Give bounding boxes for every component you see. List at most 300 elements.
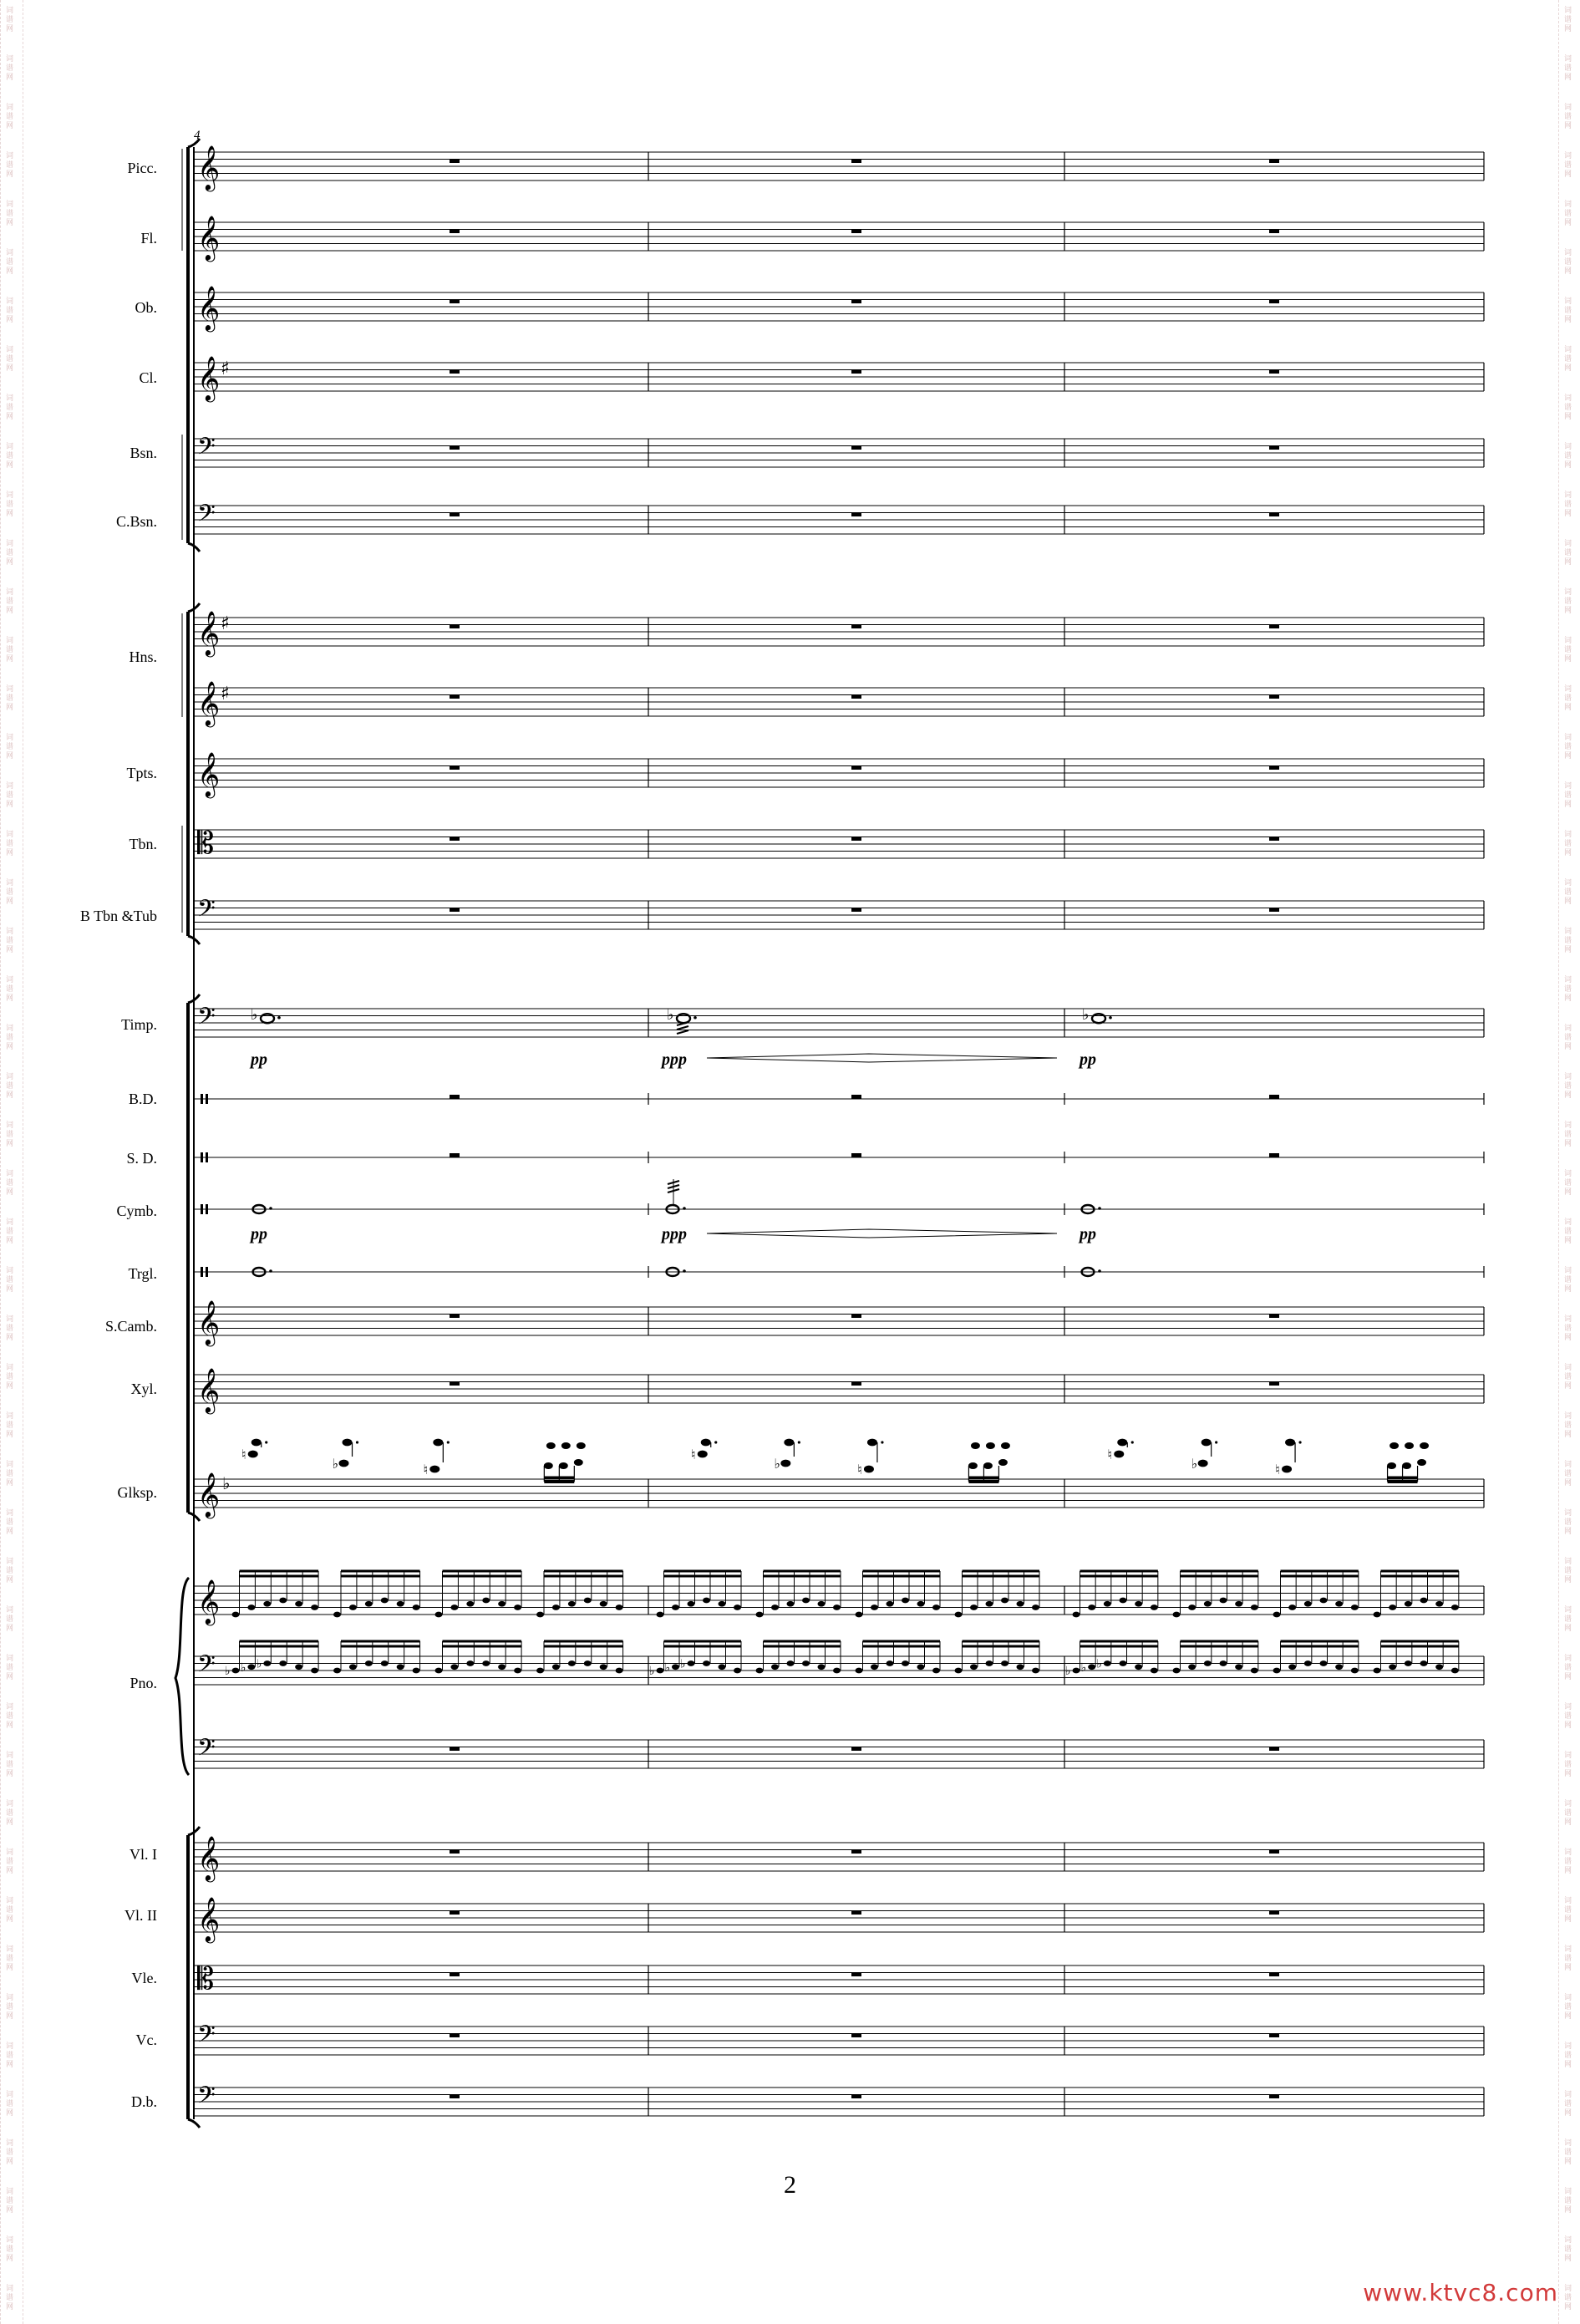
percussion-clef-icon [206, 1094, 208, 1104]
note-head [381, 1598, 389, 1604]
note-head [333, 1612, 341, 1618]
watermark-glyph: 词 谱 网 [6, 7, 14, 33]
instrument-label: Cymb. [116, 1203, 157, 1219]
instrument-label: Vl. II [124, 1907, 157, 1924]
watermark-glyph: 词 谱 网 [6, 104, 14, 130]
watermark-glyph: 词 谱 网 [6, 1121, 14, 1148]
dot [1215, 1441, 1217, 1443]
note-head [856, 1668, 863, 1674]
percussion-clef-icon [206, 1204, 208, 1214]
watermark-glyph: 词 谱 网 [1564, 2091, 1572, 2118]
watermark-glyph: 词 谱 网 [6, 637, 14, 664]
note-head [1088, 1604, 1095, 1610]
watermark-glyph: 词 谱 网 [6, 2139, 14, 2166]
whole-rest-icon [1269, 160, 1279, 164]
staff [194, 355, 1484, 402]
bass-clef-icon: 𝄢 [197, 1734, 216, 1767]
watermark-glyph: 词 谱 网 [6, 346, 14, 373]
percussion-clef-icon [206, 1267, 208, 1277]
whole-rest-icon [851, 695, 861, 699]
watermark-glyph: 词 谱 网 [1564, 1994, 1572, 2021]
note-head [311, 1668, 318, 1674]
watermark-glyph: 词 谱 网 [1564, 976, 1572, 1003]
whole-rest-icon [450, 300, 460, 304]
alto-clef-icon: 𝄡 [197, 1962, 215, 1996]
staff [194, 895, 1484, 929]
note-head [600, 1664, 607, 1670]
note-head [1351, 1604, 1359, 1610]
watermark-glyph: 词 谱 网 [6, 2285, 14, 2311]
watermark-glyph: 词 谱 网 [1564, 2139, 1572, 2166]
note-head [600, 1601, 607, 1607]
note-head [756, 1668, 764, 1674]
watermark-glyph: 词 谱 网 [6, 1752, 14, 1778]
treble-clef-icon: 𝄞 [197, 1299, 221, 1345]
note-head [657, 1612, 664, 1618]
watermark-glyph: 词 谱 网 [1564, 394, 1572, 421]
watermark-glyph: 词 谱 网 [6, 443, 14, 470]
note-head [703, 1660, 710, 1666]
note-head [413, 1604, 420, 1610]
whole-rest-icon [1269, 695, 1279, 699]
note-head [902, 1660, 909, 1666]
dot [447, 1441, 450, 1443]
note-head [1188, 1664, 1196, 1670]
flat-icon: ♭ [649, 1665, 655, 1678]
percussion-clef-icon [201, 1204, 203, 1214]
note-head [1135, 1601, 1142, 1607]
note-head [818, 1601, 826, 1607]
note-head [1335, 1601, 1343, 1607]
note-head [263, 1601, 271, 1607]
note-head [917, 1601, 925, 1607]
treble-clef-icon: 𝄞 [197, 285, 221, 330]
note-head [1032, 1668, 1039, 1674]
dot [798, 1441, 800, 1443]
note-head [279, 1660, 287, 1666]
note-head [466, 1660, 474, 1666]
note-head [247, 1604, 255, 1610]
note-head [574, 1459, 583, 1466]
whole-rest-icon [1269, 2095, 1279, 2099]
watermark-glyph: 词 谱 网 [6, 1509, 14, 1536]
whole-rest-icon [851, 160, 861, 164]
bass-clef-icon: 𝄢 [197, 2021, 216, 2054]
flat-icon: ♭ [667, 1006, 674, 1024]
whole-rest-icon [1269, 2034, 1279, 2038]
note-head [279, 1598, 287, 1604]
whole-rest-icon [1269, 1747, 1279, 1752]
treble-clef-icon: 𝄞 [197, 1472, 221, 1517]
hairpin [707, 1229, 1057, 1233]
sharp-icon: ♯ [221, 684, 230, 704]
instrument-label: Hns. [129, 648, 157, 665]
whole-rest-icon [851, 1382, 861, 1386]
instrument-label: Pno. [130, 1675, 157, 1691]
note-head [1235, 1601, 1242, 1607]
note-head [971, 1442, 980, 1449]
note-head [780, 1460, 790, 1467]
whole-rest-icon [450, 1315, 460, 1319]
whole-rest-icon [1269, 513, 1279, 517]
treble-clef-icon: 𝄞 [197, 1579, 221, 1624]
watermark-glyph: 词 谱 网 [1564, 831, 1572, 857]
natural-icon: ♮ [1275, 1462, 1280, 1477]
whole-rest-icon [851, 625, 861, 629]
flat-icon: ♭ [251, 1006, 258, 1024]
whole-rest-icon [1269, 370, 1279, 374]
note-head [1017, 1664, 1024, 1670]
whole-note [261, 1014, 274, 1023]
watermark-glyph: 词 谱 网 [6, 782, 14, 809]
note-head [584, 1598, 592, 1604]
measure-number: 4 [194, 129, 201, 142]
note-head [1088, 1664, 1095, 1670]
dot [1298, 1441, 1301, 1443]
instrument-label: D.b. [131, 2093, 157, 2110]
note-head [568, 1601, 576, 1607]
flat-icon: ♭ [680, 1657, 686, 1671]
watermark-glyph: 词 谱 网 [6, 2236, 14, 2263]
instrument-label: Glksp. [117, 1484, 157, 1501]
note-head [1320, 1598, 1328, 1604]
watermark-glyph: 词 谱 网 [6, 2091, 14, 2118]
note-head [986, 1442, 995, 1449]
note-head [887, 1601, 894, 1607]
watermark-glyph: 词 谱 网 [6, 2042, 14, 2069]
note-head [1320, 1660, 1328, 1666]
note-head [311, 1604, 318, 1610]
whole-rest-icon [1269, 766, 1279, 770]
whole-rest-icon [851, 230, 861, 234]
flat-icon: ♭ [1191, 1456, 1198, 1472]
dot [881, 1441, 883, 1443]
note-head [871, 1604, 878, 1610]
watermark-glyph: 词 谱 网 [6, 1315, 14, 1342]
watermark-glyph: 词 谱 网 [1564, 928, 1572, 954]
whole-rest-icon [450, 837, 460, 842]
note-head [397, 1664, 404, 1670]
whole-rest-icon [851, 300, 861, 304]
note-head [657, 1668, 664, 1674]
staff [194, 2021, 1484, 2055]
instrument-label: Bsn. [130, 445, 157, 461]
note-head [998, 1459, 1008, 1466]
note-head [701, 1439, 711, 1447]
note-head [429, 1466, 439, 1473]
staff [194, 826, 1484, 861]
whole-rest-icon [450, 513, 460, 517]
whole-rest-icon [1269, 837, 1279, 842]
note-head [1420, 1660, 1428, 1666]
watermark-glyph: 词 谱 网 [6, 1025, 14, 1051]
whole-rest-icon [1269, 1911, 1279, 1915]
note-head [902, 1598, 909, 1604]
instrument-label: C.Bsn. [115, 513, 157, 530]
watermark-glyph: 词 谱 网 [1564, 443, 1572, 470]
note-head [703, 1598, 710, 1604]
note-head [435, 1668, 443, 1674]
whole-rest-icon [851, 1973, 861, 1977]
note-head [698, 1451, 708, 1458]
treble-clef-icon: 𝄞 [197, 215, 221, 260]
note-head [584, 1660, 592, 1666]
note-head [756, 1612, 764, 1618]
dynamic-marking: pp [251, 1050, 267, 1069]
natural-icon: ♮ [856, 1462, 862, 1477]
watermark-glyph: 词 谱 网 [1564, 1315, 1572, 1342]
note-head [1151, 1668, 1158, 1674]
watermark-glyph: 词 谱 网 [1564, 152, 1572, 179]
whole-rest-icon [450, 695, 460, 699]
note-head [498, 1601, 505, 1607]
dynamic-marking: ppp [662, 1050, 687, 1069]
staff [194, 2082, 1484, 2116]
instrument-label: Vle. [131, 1970, 157, 1986]
note-head [864, 1466, 874, 1473]
watermark-glyph: 词 谱 网 [1564, 1267, 1572, 1294]
watermark-glyph: 词 谱 网 [1564, 2042, 1572, 2069]
treble-clef-icon: 𝄞 [197, 680, 221, 725]
note-head [802, 1598, 810, 1604]
watermark-glyph: 词 谱 网 [1564, 1606, 1572, 1633]
watermark-glyph: 词 谱 网 [6, 831, 14, 857]
watermark-glyph: 词 谱 网 [1564, 1412, 1572, 1439]
watermark-glyph: 词 谱 网 [1564, 7, 1572, 33]
staff [194, 751, 1484, 798]
watermark-glyph: 词 谱 网 [1564, 1558, 1572, 1584]
staff [194, 610, 1484, 657]
flat-icon: ♭ [256, 1657, 262, 1671]
whole-rest-icon [1269, 908, 1279, 913]
note-head [1420, 1442, 1429, 1449]
whole-rest-icon [450, 2034, 460, 2038]
dot [714, 1441, 717, 1443]
note-head [955, 1612, 963, 1618]
note-head [1420, 1598, 1428, 1604]
staff [194, 680, 1484, 727]
dot [277, 1016, 281, 1020]
note-head [1405, 1442, 1414, 1449]
hairpin [707, 1054, 1057, 1058]
note-head [1251, 1604, 1258, 1610]
whole-rest-icon [1269, 1382, 1279, 1386]
dynamic-marking: pp [251, 1225, 267, 1243]
watermark-glyph: 词 谱 网 [1564, 1800, 1572, 1827]
instrument-label: Ob. [135, 299, 157, 316]
instrument-label: Timp. [121, 1016, 157, 1033]
watermark-glyph: 词 谱 网 [1564, 1121, 1572, 1148]
whole-rest-icon [450, 160, 460, 164]
watermark-glyph: 词 谱 网 [6, 55, 14, 82]
bass-clef-icon: 𝄢 [197, 2082, 216, 2115]
watermark-glyph: 词 谱 网 [1564, 1509, 1572, 1536]
dot [683, 1207, 686, 1210]
note-head [1220, 1660, 1227, 1666]
watermark-glyph: 词 谱 网 [6, 976, 14, 1003]
watermark-glyph: 词 谱 网 [6, 879, 14, 906]
treble-clef-icon: 𝄞 [197, 145, 221, 190]
note-head [295, 1664, 302, 1670]
note-head [295, 1601, 302, 1607]
note-head [833, 1604, 841, 1610]
note-head [1073, 1668, 1080, 1674]
note-head [365, 1601, 373, 1607]
note-head [1435, 1664, 1443, 1670]
note-head [1120, 1660, 1127, 1666]
note-head [1220, 1598, 1227, 1604]
treble-clef-icon: 𝄞 [197, 355, 221, 400]
percussion-clef-icon [201, 1152, 203, 1162]
whole-rest-icon [450, 1973, 460, 1977]
note-head [1282, 1466, 1292, 1473]
note-head [381, 1660, 389, 1666]
watermark-glyph: 词 谱 网 [6, 1897, 14, 1924]
watermark-glyph: 词 谱 网 [6, 1655, 14, 1681]
watermark-glyph: 词 谱 网 [6, 249, 14, 276]
flat-icon: ♭ [1082, 1006, 1090, 1024]
whole-rest-icon [1269, 230, 1279, 234]
page-number: 2 [784, 2171, 796, 2199]
watermark-glyph: 词 谱 网 [6, 1606, 14, 1633]
note-head [536, 1668, 544, 1674]
treble-clef-icon: 𝄞 [197, 751, 221, 796]
watermark-glyph: 词 谱 网 [6, 491, 14, 518]
note-head [1288, 1664, 1296, 1670]
whole-rest-icon [450, 1153, 460, 1157]
note-head [986, 1601, 993, 1607]
watermark-glyph: 词 谱 网 [1564, 297, 1572, 324]
note-head [970, 1604, 978, 1610]
note-head [349, 1604, 357, 1610]
note-head [1017, 1601, 1024, 1607]
hairpin [707, 1058, 1057, 1062]
treble-clef-icon: 𝄞 [197, 1367, 221, 1412]
note-head [787, 1660, 795, 1666]
instrument-label: Fl. [140, 230, 157, 247]
sharp-icon: ♯ [221, 359, 230, 379]
watermark-glyph: 词 谱 网 [1564, 1073, 1572, 1100]
note-head [1173, 1612, 1181, 1618]
watermark-glyph: 词 谱 网 [1564, 782, 1572, 809]
whole-rest-icon [851, 370, 861, 374]
tremolo-mark [677, 1030, 688, 1034]
instrument-label: Xyl. [130, 1381, 157, 1397]
staff [194, 1896, 1484, 1943]
note-head [1405, 1660, 1412, 1666]
watermark-glyph: 词 谱 网 [6, 297, 14, 324]
whole-rest-icon [851, 2095, 861, 2099]
instrument-label: Tbn. [129, 836, 157, 852]
whole-rest-icon [450, 2095, 460, 2099]
whole-rest-icon [450, 446, 460, 450]
whole-rest-icon [1269, 446, 1279, 450]
strings-bracket-bottom [188, 2119, 200, 2128]
staff [194, 433, 1484, 467]
note-head [435, 1612, 443, 1618]
note-head [232, 1612, 240, 1618]
whole-rest-icon [851, 1315, 861, 1319]
dot [693, 1016, 697, 1020]
whole-rest-icon [851, 766, 861, 770]
note-head [1417, 1459, 1426, 1466]
note-head [968, 1462, 978, 1469]
watermark-glyph: 词 谱 网 [6, 2188, 14, 2215]
watermark-glyph: 词 谱 网 [1564, 491, 1572, 518]
watermark-glyph: 词 谱 网 [6, 734, 14, 760]
watermark-glyph: 词 谱 网 [1564, 1461, 1572, 1487]
watermark-glyph: 词 谱 网 [1564, 249, 1572, 276]
note-head [232, 1668, 240, 1674]
watermark-glyph: 词 谱 网 [1564, 1752, 1572, 1778]
note-head [1073, 1612, 1080, 1618]
watermark-glyph: 词 谱 网 [1564, 540, 1572, 567]
flat-icon: ♭ [664, 1660, 671, 1675]
watermark-glyph: 词 谱 网 [6, 928, 14, 954]
whole-rest-icon [450, 1850, 460, 1854]
note-head [1374, 1612, 1381, 1618]
watermark-glyph: 词 谱 网 [6, 1170, 14, 1197]
staff [194, 1003, 1484, 1037]
whole-rest-icon [1269, 1850, 1279, 1854]
watermark-glyph: 词 谱 网 [6, 152, 14, 179]
whole-rest-icon [851, 1153, 861, 1157]
watermark-glyph: 词 谱 网 [6, 1461, 14, 1487]
note-head [1001, 1660, 1008, 1666]
note-head [559, 1462, 568, 1469]
note-head [482, 1598, 490, 1604]
note-head [1288, 1604, 1296, 1610]
watermark-glyph: 词 谱 网 [1564, 879, 1572, 906]
note-head [1204, 1660, 1212, 1666]
note-head [1104, 1601, 1111, 1607]
hairpin [707, 1233, 1057, 1238]
note-head [263, 1660, 271, 1666]
note-head [719, 1601, 726, 1607]
watermark-glyph: 词 谱 网 [1564, 685, 1572, 712]
note-head [536, 1612, 544, 1618]
note-head [552, 1604, 560, 1610]
flat-icon: ♭ [1096, 1657, 1102, 1671]
watermark-glyph: 词 谱 网 [6, 1994, 14, 2021]
note-head [672, 1604, 679, 1610]
watermark-glyph: 词 谱 网 [1564, 1945, 1572, 1972]
note-head [871, 1664, 878, 1670]
staff [194, 1835, 1484, 1882]
note-head [932, 1668, 940, 1674]
staff [194, 1367, 1484, 1414]
watermark-glyph: 词 谱 网 [6, 540, 14, 567]
note-head [498, 1664, 505, 1670]
whole-rest-icon [1269, 1973, 1279, 1977]
whole-rest-icon [450, 625, 460, 629]
whole-rest-icon [450, 1747, 460, 1752]
note-head [1389, 1604, 1396, 1610]
note-head [1405, 1601, 1412, 1607]
piano-brace [175, 1578, 189, 1775]
staff [194, 1299, 1484, 1346]
whole-rest-icon [450, 1095, 460, 1099]
watermark-glyph: 词 谱 网 [6, 1703, 14, 1730]
flat-icon: ♭ [774, 1456, 780, 1472]
treble-clef-icon: 𝄞 [197, 1835, 221, 1880]
whole-rest-icon [1269, 1315, 1279, 1319]
note-head [333, 1668, 341, 1674]
note-head [343, 1439, 353, 1447]
watermark-glyph: 词 谱 网 [1564, 1849, 1572, 1875]
whole-rest-icon [1269, 1153, 1279, 1157]
whole-rest-icon [450, 370, 460, 374]
